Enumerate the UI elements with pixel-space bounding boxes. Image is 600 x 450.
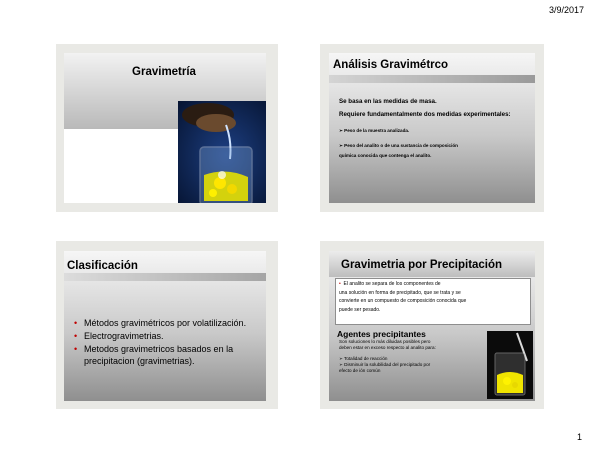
list-item: [74, 317, 266, 329]
agents-line-2: deben estar en exceso respecto al analito para:: [339, 345, 436, 350]
agents-item-2: ➢ Disminuir la solubilidad del precipitado por: [339, 362, 431, 367]
slide-2-bullet-2-cont: química conocida que contenga el analito.: [339, 153, 432, 158]
box-line-2: una solución en forma de precipitado, que se trata y se: [339, 289, 461, 296]
agents-item-1: ➢ Totalidad de reacción: [339, 356, 388, 361]
slide-3-list: [64, 317, 266, 368]
box-line-1: [339, 280, 527, 289]
list-item-text: Métodos gravimétricos por volatilización.: [84, 318, 247, 328]
agents-body: [339, 339, 489, 374]
slide-2-bullet-1: ➢ Peso de la muestra analizada.: [339, 128, 410, 133]
box-line-4: puede ser pesado.: [339, 306, 381, 313]
agents-item-2-cont: efecto de ión común: [339, 368, 381, 373]
slide-2-title-bar: [329, 75, 535, 83]
slide-4-title: Gravimetria por Precipitación: [341, 259, 503, 271]
page-number: 1: [576, 432, 582, 442]
slide-2-title: Análisis Gravimétrco: [333, 59, 449, 71]
slide-2-body: [339, 98, 525, 159]
beaker-pouring-photo: [178, 101, 266, 203]
list-item: [74, 343, 266, 367]
agents-line-1: Son soluciones lo más diluidas posibles pero: [339, 339, 431, 344]
slide-2[interactable]: [329, 53, 535, 203]
slide-2-bullet-2: ➢ Peso del analito o de una sustancia de composición: [339, 143, 458, 148]
bullet-dot-icon: •: [74, 318, 78, 328]
slide-1[interactable]: [64, 53, 266, 203]
agents-title: Agentes precipitantes: [337, 329, 426, 339]
box-line-1-text: El analito se separa de los componentes de: [343, 281, 441, 287]
slide-2-bullet-2-text: Peso del analito o de una sustancia de composición: [344, 143, 458, 148]
agents-item-1-text: Totalidad de reacción: [344, 356, 388, 361]
agents-item-2-text: Disminuir la solubilidad del precipitado por: [344, 362, 431, 367]
slide-2-bullet-1-text: Peso de la muestra analizada.: [344, 128, 410, 133]
slide-3[interactable]: [64, 251, 266, 401]
slide-4[interactable]: [329, 251, 535, 401]
bullet-dot-icon: •: [74, 331, 78, 341]
slide-1-title: Gravimetría: [132, 66, 196, 78]
list-item: [74, 330, 266, 342]
slide-4-definition-box: [335, 278, 531, 325]
slide-3-title-bar: [64, 273, 266, 281]
bullet-dot-icon: •: [339, 281, 341, 287]
beaker-yellow-precipitate-photo: [487, 331, 533, 399]
slide-3-title: Clasificación: [67, 260, 138, 272]
page-date: 3/9/2017: [548, 5, 584, 15]
list-item-text: Metodos gravimetricos basados en la precipitacion (gravimetrias).: [84, 344, 234, 366]
box-line-3: convierte en un compuesto de composición conocida que: [339, 298, 467, 304]
slide-2-line-2: Requiere fundamentalmente dos medidas experimentales:: [339, 111, 511, 118]
list-item-text: Electrogravimetrias.: [84, 331, 164, 341]
slide-2-line-1: Se basa en las medidas de masa.: [339, 98, 437, 105]
bullet-dot-icon: •: [74, 344, 78, 354]
